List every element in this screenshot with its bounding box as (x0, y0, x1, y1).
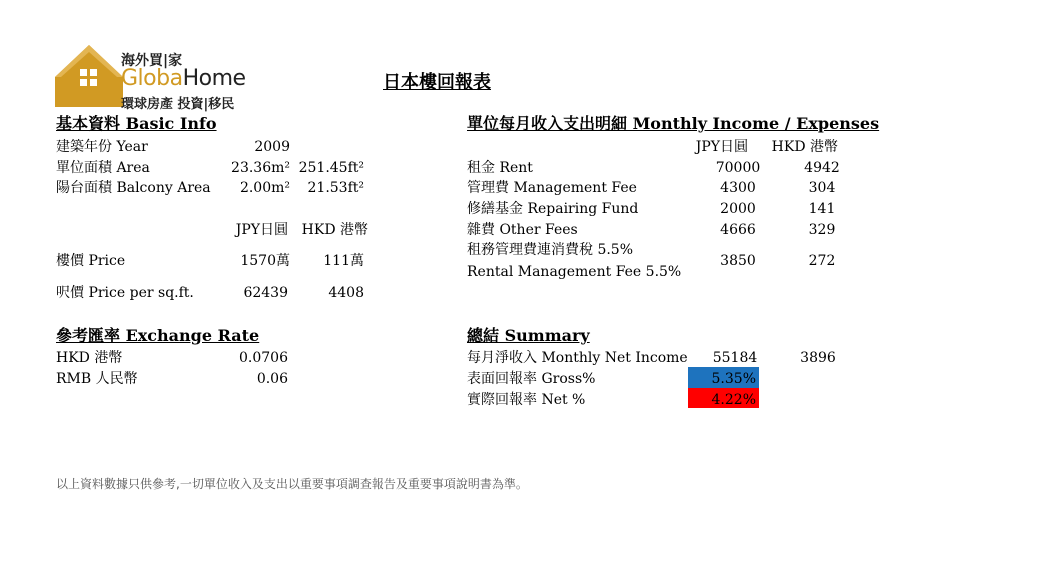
repairing-fund-jpy: 2000 (720, 201, 756, 217)
logo-brand (121, 66, 246, 91)
year-label: 建築年份 Year (56, 139, 148, 155)
exchange-header: 參考匯率 Exchange Rate (56, 326, 260, 345)
basic-col-jpy: JPY日圓 (235, 222, 288, 238)
net-income-label: 每月淨收入 Monthly Net Income (467, 350, 688, 366)
other-fees-jpy: 4666 (720, 222, 756, 238)
management-fee-jpy: 4300 (720, 180, 756, 196)
net-income-jpy: 55184 (712, 350, 758, 366)
monthly-header: 單位每月收入支出明細 Monthly Income / Expenses (467, 114, 880, 133)
hkd-rate-value: 0.0706 (239, 350, 288, 366)
monthly-col-hkd: HKD 港幣 (771, 139, 838, 155)
year-value: 2009 (254, 139, 290, 155)
gross-label: 表面回報率 Gross% (467, 371, 596, 387)
balcony-label: 陽台面積 Balcony Area (56, 180, 211, 196)
hkd-rate-label: HKD 港幣 (56, 350, 123, 366)
psf-label: 呎價 Price per sq.ft. (56, 285, 194, 301)
basic-col-hkd: HKD 港幣 (301, 222, 368, 238)
disclaimer-note: 以上資料數據只供參考,一切單位收入及支出以重要事項調查報告及重要事項說明書為準。 (56, 477, 528, 491)
area-ft2: 251.45ft² (298, 160, 364, 176)
balcony-ft2: 21.53ft² (307, 180, 364, 196)
price-hkd: 111萬 (323, 253, 364, 269)
logo-brand-b: Home (182, 66, 246, 91)
other-fees-label: 雜費 Other Fees (467, 222, 578, 238)
rent-jpy: 70000 (715, 160, 761, 176)
psf-jpy: 62439 (243, 285, 288, 301)
management-fee-hkd: 304 (808, 180, 836, 196)
logo-brand-a: Globa (121, 66, 183, 91)
logo-tagline-top: 海外買|家 (121, 53, 183, 69)
rent-hkd: 4942 (804, 160, 840, 176)
net-label: 實際回報率 Net % (467, 392, 586, 408)
management-fee-label: 管理費 Management Fee (467, 180, 637, 196)
area-m2: 23.36m² (231, 160, 290, 176)
gross-value: 5.35% (711, 371, 756, 387)
rental-mgmt-hkd: 272 (808, 253, 836, 269)
net-value: 4.22% (711, 392, 756, 408)
other-fees-hkd: 329 (808, 222, 836, 238)
price-jpy: 1570萬 (240, 253, 290, 269)
repairing-fund-label: 修繕基金 Repairing Fund (467, 201, 639, 217)
rental-mgmt-label-en: Rental Management Fee 5.5% (467, 264, 682, 280)
repairing-fund-hkd: 141 (808, 201, 836, 217)
page-title: 日本樓回報表 (383, 72, 491, 93)
monthly-col-jpy: JPY日圓 (695, 139, 748, 155)
rent-label: 租金 Rent (467, 160, 533, 176)
basic-info-header: 基本資料 Basic Info (56, 114, 217, 133)
rmb-rate-value: 0.06 (256, 371, 288, 387)
rental-mgmt-label-zh: 租務管理費連消費稅 5.5% (467, 242, 634, 258)
balcony-m2: 2.00m² (239, 180, 290, 196)
rmb-rate-label: RMB 人民幣 (56, 371, 138, 387)
rental-mgmt-jpy: 3850 (720, 253, 756, 269)
logo-tagline-bottom: 環球房產 投資|移民 (121, 97, 235, 112)
net-income-hkd: 3896 (800, 350, 836, 366)
area-label: 單位面積 Area (56, 160, 150, 176)
summary-header: 總結 Summary (467, 326, 590, 345)
price-label: 樓價 Price (56, 253, 126, 269)
psf-hkd: 4408 (328, 285, 364, 301)
